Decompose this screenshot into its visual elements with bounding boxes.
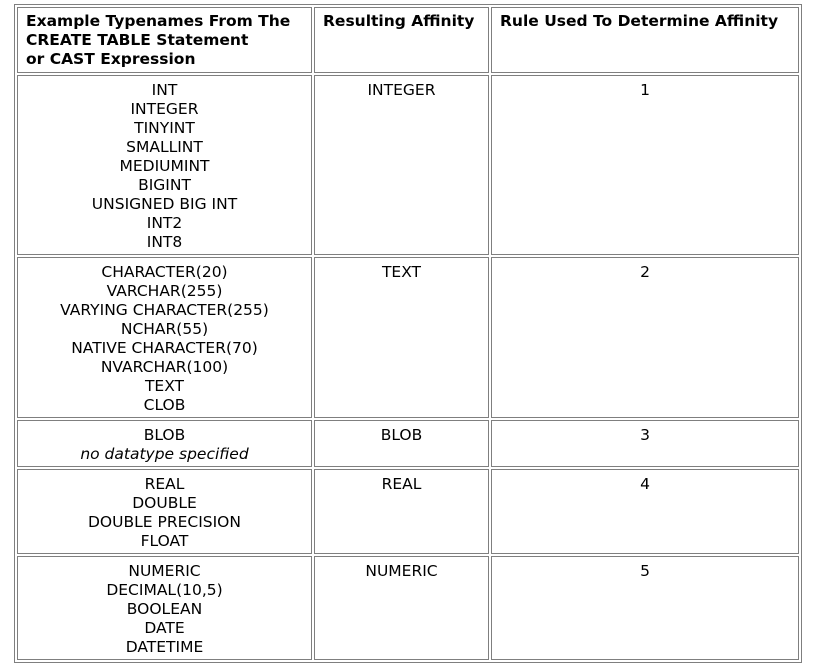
rule-cell: 3 — [491, 420, 799, 467]
rule-cell: 1 — [491, 75, 799, 255]
affinity-cell: NUMERIC — [314, 556, 489, 660]
table-row — [17, 469, 799, 554]
typenames-cell — [17, 420, 312, 467]
type-affinity-table — [14, 4, 802, 663]
affinity-cell: INTEGER — [314, 75, 489, 255]
typename: TEXT — [144, 377, 185, 395]
typename: NCHAR(55) — [120, 320, 209, 338]
typenames-cell — [17, 257, 312, 418]
affinity-cell: REAL — [314, 469, 489, 554]
typename: TINYINT — [134, 119, 195, 137]
typename: INTEGER — [130, 100, 199, 118]
affinity-cell: TEXT — [314, 257, 489, 418]
typename: BOOLEAN — [126, 600, 203, 618]
typename: VARCHAR(255) — [106, 282, 223, 300]
typename: CLOB — [143, 396, 186, 414]
typenames-cell — [17, 75, 312, 255]
typename: BLOB — [143, 426, 186, 444]
typename-note: no datatype specified — [80, 445, 249, 463]
typename: UNSIGNED BIG INT — [91, 195, 238, 213]
affinity-table-wrapper — [14, 4, 802, 663]
typename: MEDIUMINT — [119, 157, 210, 175]
typename: NATIVE CHARACTER(70) — [71, 339, 258, 357]
table-row — [17, 257, 799, 418]
typename: NVARCHAR(100) — [100, 358, 229, 376]
typename: DOUBLE PRECISION — [88, 513, 241, 531]
typename: SMALLINT — [126, 138, 203, 156]
header-example-typenames — [17, 7, 312, 73]
affinity-cell: BLOB — [314, 420, 489, 467]
table-row — [17, 75, 799, 255]
rule-cell: 5 — [491, 556, 799, 660]
typename: VARYING CHARACTER(255) — [60, 301, 269, 319]
typename: NUMERIC — [128, 562, 201, 580]
header-typenames-line: CREATE TABLE Statement — [26, 31, 249, 49]
typename: DOUBLE — [132, 494, 197, 512]
table-body — [17, 75, 799, 660]
typename: DECIMAL(10,5) — [106, 581, 223, 599]
typename: INT2 — [146, 214, 183, 232]
table-row — [17, 420, 799, 467]
table-row — [17, 556, 799, 660]
header-typenames-line: Example Typenames From The — [26, 12, 291, 30]
typename: BIGINT — [138, 176, 191, 194]
typenames-cell — [17, 469, 312, 554]
typename: REAL — [144, 475, 185, 493]
typename: INT — [151, 81, 178, 99]
header-row — [17, 7, 799, 73]
rule-cell: 2 — [491, 257, 799, 418]
typename: DATETIME — [125, 638, 204, 656]
header-typenames-line: or CAST Expression — [26, 50, 196, 68]
header-rule-used: Rule Used To Determine Affinity — [491, 7, 799, 73]
typenames-cell — [17, 556, 312, 660]
typename: FLOAT — [140, 532, 189, 550]
header-resulting-affinity: Resulting Affinity — [314, 7, 489, 73]
rule-cell: 4 — [491, 469, 799, 554]
typename: INT8 — [146, 233, 183, 251]
table-header — [17, 7, 799, 73]
typename: DATE — [144, 619, 185, 637]
typename: CHARACTER(20) — [101, 263, 228, 281]
